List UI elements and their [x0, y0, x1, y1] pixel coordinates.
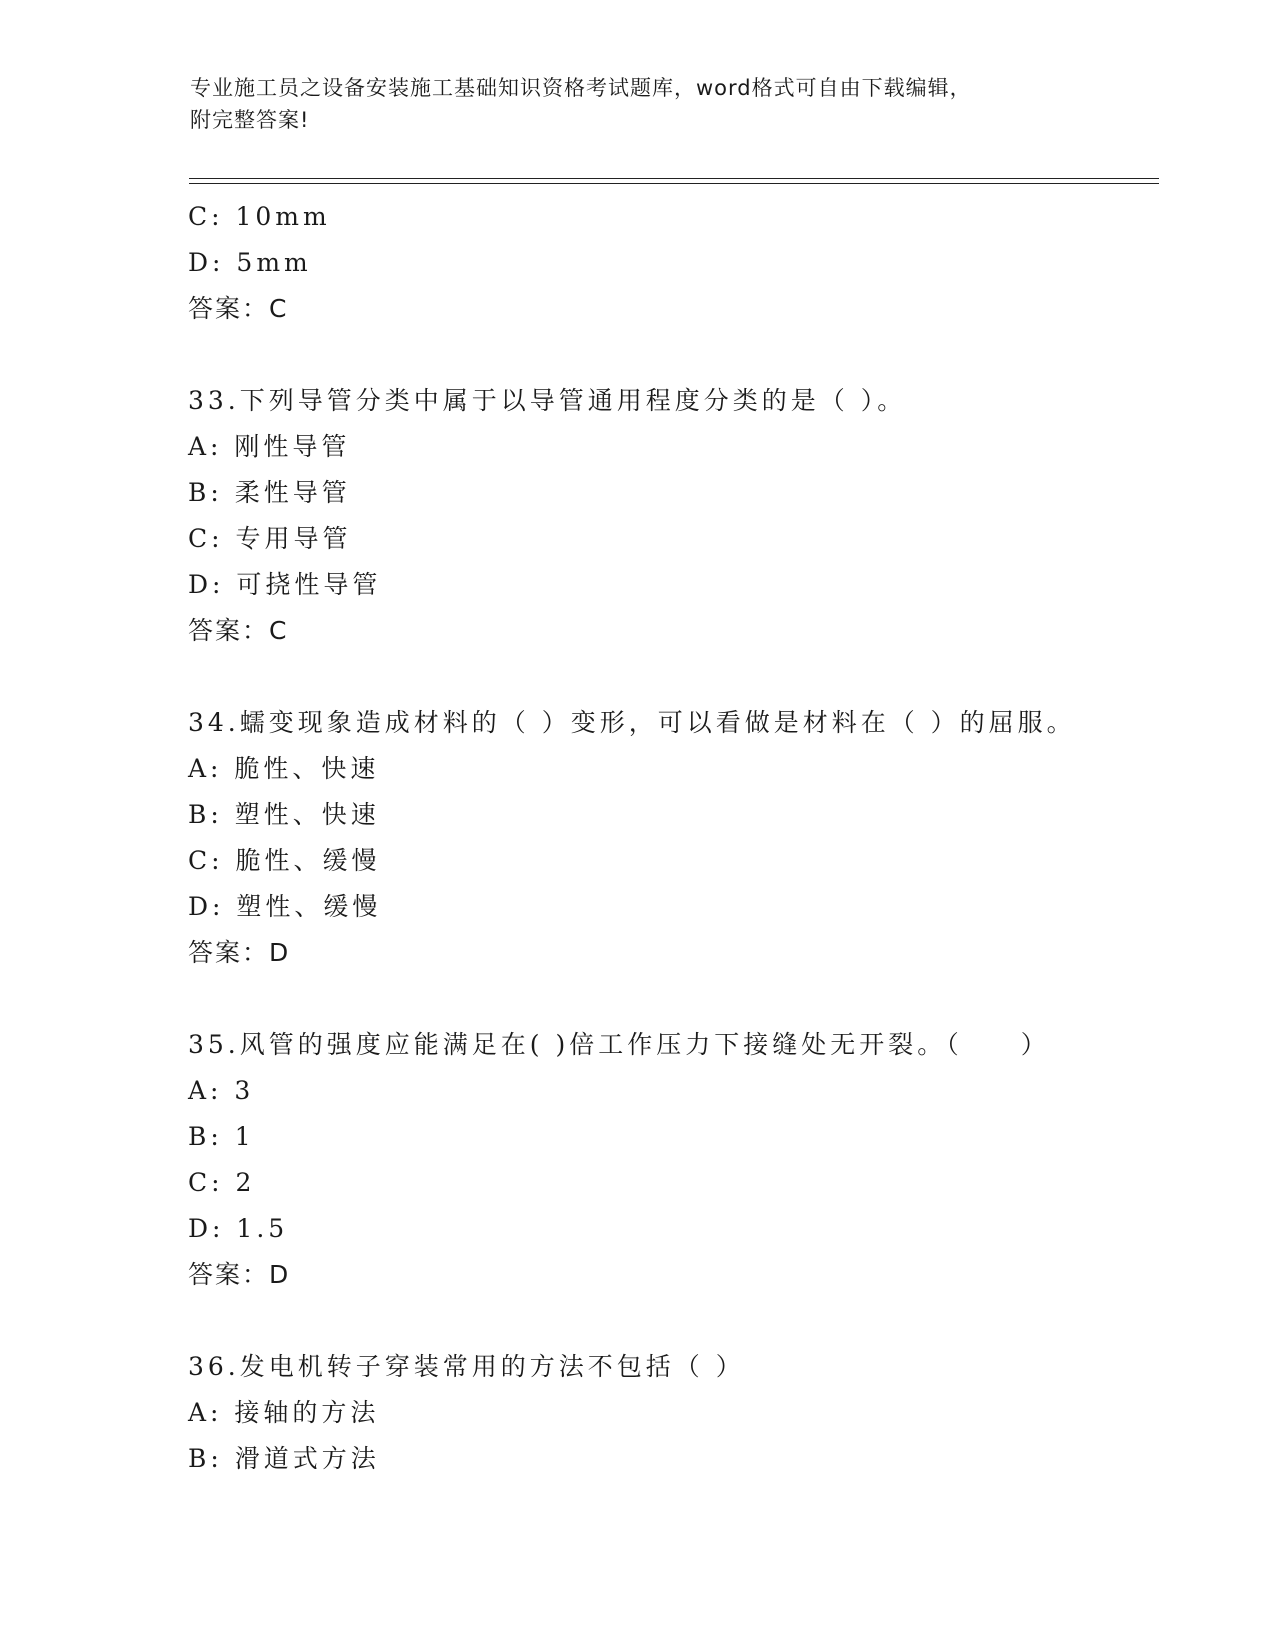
header-divider-top — [189, 178, 1159, 179]
header-divider-bottom — [189, 183, 1159, 184]
question-fragment — [188, 194, 1148, 332]
spacer — [188, 654, 1148, 700]
option-b: B: 柔性导管 — [188, 478, 351, 507]
option-a: A: 脆性、快速 — [188, 754, 380, 783]
option-c: C: 专用导管 — [188, 524, 352, 553]
header-line-1: 专业施工员之设备安装施工基础知识资格考试题库，word格式可自由下载编辑， — [190, 76, 972, 100]
answer-line: 答案：D — [188, 938, 291, 967]
answer-line: 答案：D — [188, 1260, 291, 1289]
question-34 — [188, 700, 1148, 976]
option-a: A: 接轴的方法 — [188, 1398, 380, 1427]
option-c: C: 2 — [188, 1168, 256, 1197]
question-33 — [188, 378, 1148, 654]
option-d: D: 5mm — [188, 248, 312, 277]
spacer — [188, 1298, 1148, 1344]
question-text: 34.蠕变现象造成材料的（ ）变形，可以看做是材料在（ ）的屈服。 — [188, 708, 1076, 737]
option-d: D: 可挠性导管 — [188, 570, 382, 599]
option-c: C: 脆性、缓慢 — [188, 846, 381, 875]
question-text: 35.风管的强度应能满足在( )倍工作压力下接缝处无开裂。（ ） — [188, 1030, 1050, 1059]
spacer — [188, 976, 1148, 1022]
question-list — [188, 194, 1148, 1482]
option-c: C: 10mm — [188, 202, 331, 231]
spacer — [188, 332, 1148, 378]
question-36 — [188, 1344, 1148, 1482]
question-text: 33.下列导管分类中属于以导管通用程度分类的是（ ）。 — [188, 386, 907, 415]
option-a: A: 3 — [188, 1076, 255, 1105]
option-a: A: 刚性导管 — [188, 432, 351, 461]
answer-line: 答案：C — [188, 294, 289, 323]
document-header — [190, 72, 1090, 136]
answer-line: 答案：C — [188, 616, 289, 645]
option-b: B: 滑道式方法 — [188, 1444, 380, 1473]
question-35 — [188, 1022, 1148, 1298]
option-b: B: 塑性、快速 — [188, 800, 380, 829]
question-text: 36.发电机转子穿装常用的方法不包括（ ） — [188, 1352, 745, 1381]
option-d: D: 1.5 — [188, 1214, 289, 1243]
option-d: D: 塑性、缓慢 — [188, 892, 382, 921]
option-b: B: 1 — [188, 1122, 255, 1151]
header-line-2: 附完整答案! — [190, 108, 310, 132]
